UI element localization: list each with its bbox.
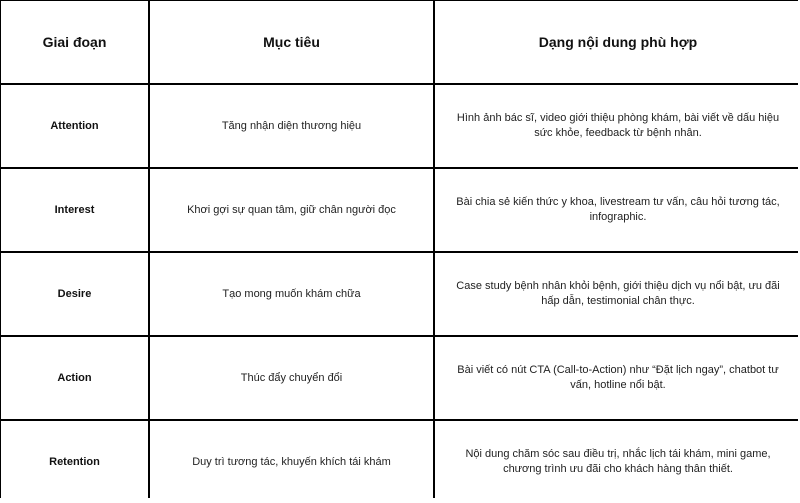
row-interest-content: Bài chia sẻ kiến thức y khoa, livestream tư vấn, câu hỏi tương tác, infographic.	[435, 169, 800, 251]
row-interest-goal: Khơi gợi sự quan tâm, giữ chân người đọc	[150, 169, 433, 251]
row-action-content: Bài viết có nút CTA (Call-to-Action) như “Đặt lịch ngay”, chatbot tư vấn, hotline nổi bật.	[435, 337, 800, 419]
row-retention-goal: Duy trì tương tác, khuyến khích tái khám	[150, 421, 433, 503]
row-attention-content: Hình ảnh bác sĩ, video giới thiệu phòng khám, bài viết về dấu hiệu sức khỏe, feedback từ bệnh nhân.	[435, 85, 800, 167]
header-goal: Mục tiêu	[150, 1, 433, 83]
row-desire-stage: Desire	[1, 253, 148, 335]
header-content: Dạng nội dung phù hợp	[435, 1, 800, 83]
row-attention-goal: Tăng nhận diện thương hiệu	[150, 85, 433, 167]
row-desire-goal: Tạo mong muốn khám chữa	[150, 253, 433, 335]
row-action-stage: Action	[1, 337, 148, 419]
row-desire-content: Case study bệnh nhân khỏi bệnh, giới thiệu dịch vụ nổi bật, ưu đãi hấp dẫn, testimonial chân thực.	[435, 253, 800, 335]
row-attention-stage: Attention	[1, 85, 148, 167]
row-retention-stage: Retention	[1, 421, 148, 503]
row-interest-stage: Interest	[1, 169, 148, 251]
row-action-goal: Thúc đẩy chuyển đổi	[150, 337, 433, 419]
header-stage: Giai đoạn	[1, 1, 148, 83]
row-retention-content: Nội dung chăm sóc sau điều trị, nhắc lịch tái khám, mini game, chương trình ưu đãi cho khách hàng thân thiết.	[435, 421, 800, 503]
